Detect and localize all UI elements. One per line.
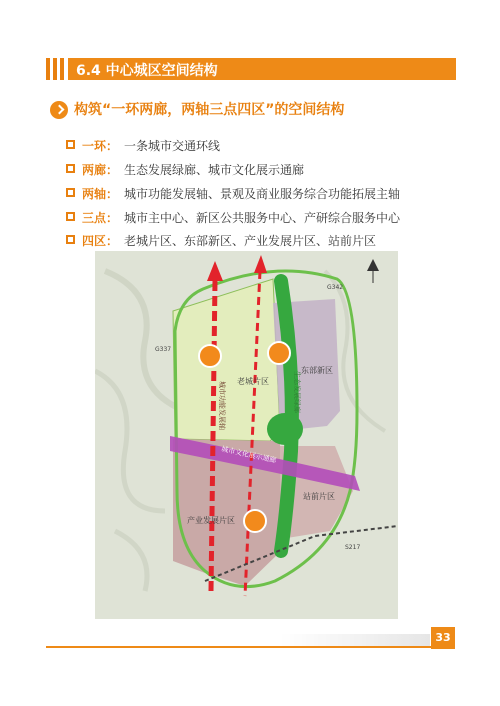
label-green-corridor: 生态发展绿廊: [293, 371, 301, 413]
square-bullet-icon: [66, 140, 75, 149]
label-cultural: 城市文化展示通廊: [220, 445, 278, 465]
green-node: [267, 413, 303, 445]
square-bullet-icon: [66, 212, 75, 221]
label-road-g337: G337: [155, 346, 172, 353]
label-axis-west: 城市功能发展轴: [218, 381, 226, 430]
label-station: 站前片区: [303, 492, 335, 501]
bullet-desc: 城市功能发展轴、景观及商业服务综合功能拓展主轴: [124, 187, 401, 201]
subheading-text: 构筑“一环两廊，两轴三点四区”的空间结构: [74, 102, 345, 118]
bullet-desc: 城市主中心、新区公共服务中心、产研综合服务中心: [124, 211, 401, 225]
bullet-term: 三点：: [82, 211, 119, 225]
new-district-center: [268, 342, 290, 364]
arrow-icon: [50, 101, 68, 119]
bullet-term: 两廊：: [82, 163, 119, 177]
square-bullet-icon: [66, 164, 75, 173]
label-road-s217: S217: [345, 544, 361, 551]
label-old-town: 老城片区: [237, 377, 269, 386]
label-road-g342: G342: [327, 284, 344, 291]
bullet-term: 一环：: [82, 139, 119, 153]
bullet-term: 两轴：: [82, 187, 119, 201]
label-east-new: 东部新区: [301, 366, 333, 375]
bullet-desc: 一条城市交通环线: [124, 139, 221, 153]
spatial-structure-map: [95, 251, 398, 619]
bullet-desc: 生态发展绿廊、城市文化展示通廊: [124, 163, 305, 177]
city-main-center: [199, 345, 221, 367]
square-bullet-icon: [66, 235, 75, 244]
section-title: 6.4 中心城区空间结构: [76, 63, 218, 79]
square-bullet-icon: [66, 188, 75, 197]
page-number: 33: [431, 627, 455, 649]
section-header: [46, 58, 456, 80]
bullet-desc: 老城片区、东部新区、产业发展片区、站前片区: [124, 234, 377, 248]
industry-research-center: [244, 510, 266, 532]
footer-line: [46, 646, 431, 648]
footer-shade: [280, 634, 430, 646]
label-industry: 产业发展片区: [187, 516, 235, 525]
bullet-term: 四区：: [82, 234, 119, 248]
header-stripes: [46, 58, 64, 80]
